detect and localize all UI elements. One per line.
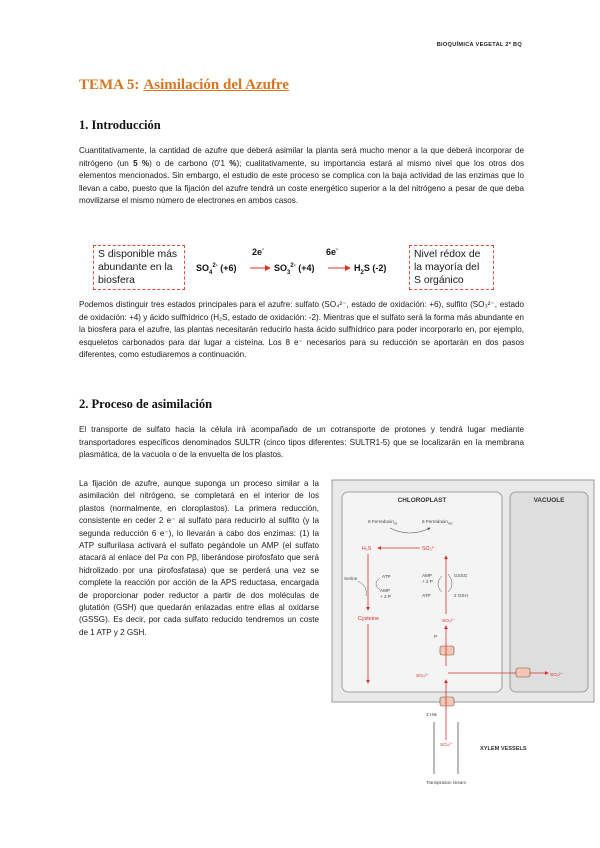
atp-label-1: ATP — [382, 574, 391, 579]
process-paragraph-1: El transporte de sulfato hacia la célula irá acompañado de un cotransporte de protones y tendrá lugar mediante transportadores específicos denominados SULTR (cinco tipos diferentes: SULTR1-5) que se localizarán en la membrana plasmática, de la vacuola o de la envuelta de los plastos. — [79, 425, 524, 460]
scheme-sulfate: $SO_4^{2-}$ (+6) — [196, 263, 237, 276]
amp-label-1: AMP — [380, 588, 390, 593]
title-main: Asimilación del Azufre — [143, 77, 289, 93]
ferredoxin-ox-label: 6 Ferredoxin$_{ox}$ — [368, 519, 398, 526]
sulfate-label-cytosol: SO₄²⁻ — [416, 674, 430, 679]
scheme-electrons-2: 6e- — [326, 247, 339, 257]
scheme-left-box: S disponible más abundante en la biosfera — [93, 245, 185, 290]
sulfate-label-xylem: SO₄²⁻ — [440, 743, 454, 748]
sulfite-label: SO₃²⁻ — [422, 546, 437, 552]
chloroplast-label: CHLOROPLAST — [397, 497, 447, 504]
section-heading-intro: 1. Introducción — [79, 118, 161, 132]
scheme-sulfite: $SO_3^{2-}$ (+4) — [274, 263, 315, 276]
ferredoxin-red-label: 6 Ferredoxin$_{red}$ — [422, 519, 453, 526]
sulfate-label-plastid: SO₄²⁻ — [442, 619, 456, 624]
atp-label-2: ATP — [422, 593, 431, 598]
gsh-label: 2 GSH — [454, 593, 468, 598]
phosphate-label: P — [434, 635, 438, 640]
pyrophosphate-label-1: + 2 P — [380, 594, 391, 599]
title-prefix: TEMA 5: — [79, 77, 140, 93]
header-label: BIOQUÍMICA VEGETAL 2º BQ — [436, 42, 522, 48]
serine-label: Serine — [344, 576, 358, 581]
scheme-right-box: Nivel rédox de la mayoría del S orgánico — [409, 245, 494, 290]
cysteine-label: Cysteine — [358, 616, 379, 622]
scheme-arrows — [0, 0, 600, 300]
plasma-membrane-transporter — [440, 697, 454, 706]
vacuole-compartment — [510, 492, 588, 692]
proton-label: 3 H⊕ — [426, 712, 437, 717]
section-heading-process: 2. Proceso de asimilación — [79, 397, 213, 411]
xylem-label: XYLEM VESSELS — [480, 746, 527, 752]
intro-paragraph-1: Cuantitativamente, la cantidad de azufre que deberá asimilar la planta será mucho menor a la que deberá incorporar de nitrógeno (un 5 %) o de carbono (0'1 %); cualitativamente, su importancia estará al mismo nivel que los otros dos elementos mencionados. Sin embargo, el estudio de este proceso se complica con la baja actividad de las enzimas que lo llevan a cabo, puesto que la fijación del azufre tendrá un coste energético superior a la del nitrógeno a pesar de que deba movilizarse el mismo número de electrones en ambos casos. — [79, 146, 525, 206]
intro-paragraph-2: Podemos distinguir tres estados principales para el azufre: sulfato (SO₄²⁻, estado de oxidación: +6), sulfito (SO₃²⁻, estado de oxidación: +4) y ácido sulfhídrico (H₂S, estado de oxidación: -2). Mientras que el sulfato será la forma más abundante en la biosfera para el azufre, las plantas necesitarán reducirlo hasta ácido sulfhídrico para poder incorporarlo en, por ejemplo, esqueletos carbonados para dar lugar a cisteína. Los 8 e⁻ necesarios para su reducción se aportarán en dos pasos diferentes, como estudiaremos a continuación. — [79, 300, 524, 360]
plastid-transporter — [440, 646, 454, 655]
pyrophosphate-label-2: + 2 P — [422, 579, 433, 584]
scheme-electrons-1: 2e- — [252, 247, 265, 257]
sulfate-label-vacuole: SO₄²⁻ — [550, 673, 564, 678]
amp-label-2: AMP — [422, 573, 432, 578]
gssg-label: GSSG — [454, 573, 468, 578]
sulfate-assimilation-figure — [330, 478, 598, 793]
process-paragraph-2: La fijación de azufre, aunque suponga un proceso similar a la asimilación del nitrógeno, se completará en el interior de los plastos (normalmente, en cloroplastos). La primera reducción, consistente en ceder 2 e⁻ al sulfato para reducirlo al sulfito (y la segunda reducción 6 e⁻), lo llevarán a cabo dos enzimas: (1) la ATP sulfurilasa activará el sulfato pegándole un AMP (el sulfato atacará al enlace del Pα con Pβ, liberándose pirofosfato que será hidrolizado por una pirofosfatasa) que se perderá una vez se complete la reacción por acción de la APS reductasa, encargada de proporcionar poder reductor a partir de dos moléculas de glutatión (GSH) que quedarán enlazadas entre ellas al oxidarse (GSSG). Es decir, por cada sulfato reducido tendremos un coste de 1 ATP y 2 GSH. — [79, 479, 319, 637]
transpiration-label: Transpiration stream — [425, 780, 467, 785]
vacuole-label: VACUOLE — [533, 497, 565, 504]
vacuole-transporter — [516, 668, 530, 677]
scheme-sulfide: $H_2S$ (-2) — [354, 263, 387, 276]
h2s-label: H₂S — [362, 546, 372, 552]
